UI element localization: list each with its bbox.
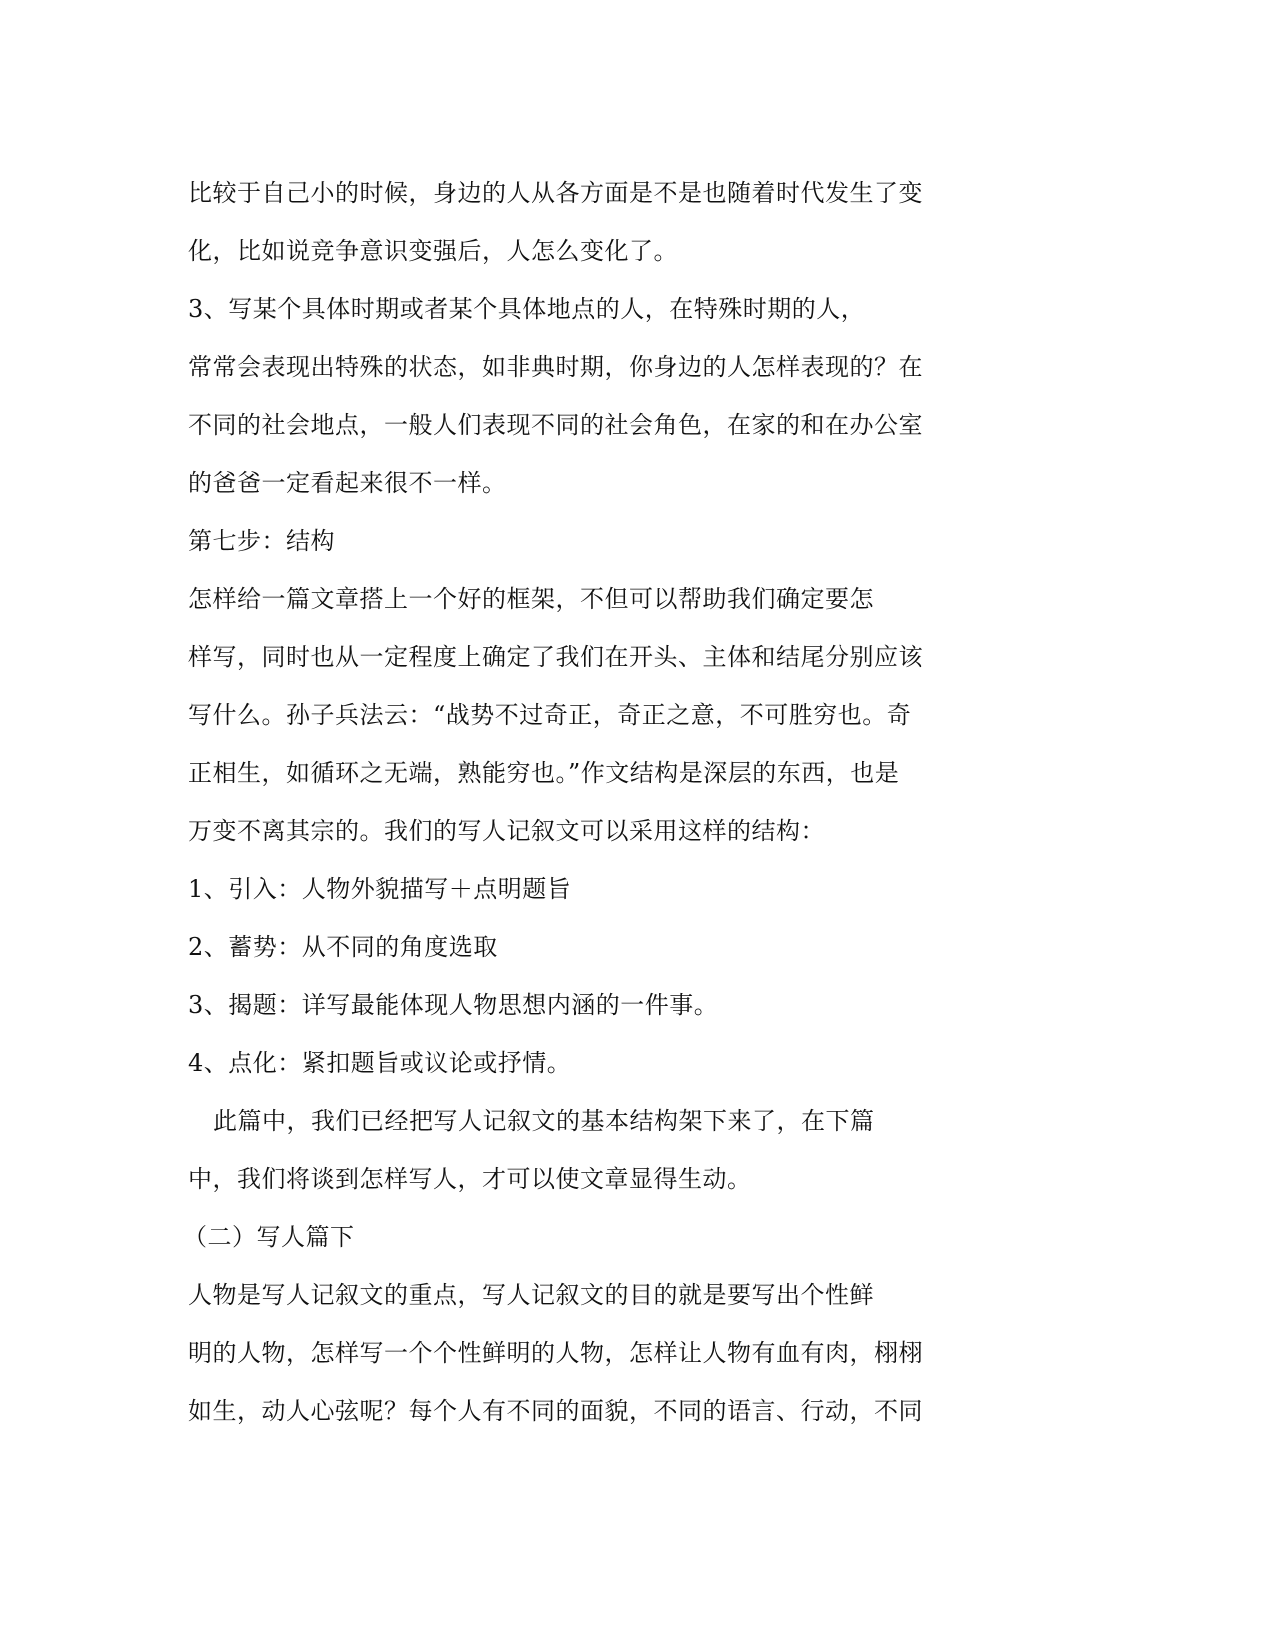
text-line: 常常会表现出特殊的状态，如非典时期，你身边的人怎样表现的？在 <box>188 353 923 381</box>
section-heading: （二）写人篇下 <box>183 1223 355 1251</box>
text-line: 样写，同时也从一定程度上确定了我们在开头、主体和结尾分别应该 <box>188 643 923 671</box>
list-item: 1、引入：人物外貌描写＋点明题旨 <box>188 875 572 903</box>
text-line: 人物是写人记叙文的重点，写人记叙文的目的就是要写出个性鲜 <box>188 1281 874 1309</box>
list-item: 3、揭题：详写最能体现人物思想内涵的一件事。 <box>188 991 719 1019</box>
text-line: 如生，动人心弦呢？每个人有不同的面貌，不同的语言、行动，不同 <box>188 1397 923 1425</box>
list-item: 4、点化：紧扣题旨或议论或抒情。 <box>188 1049 572 1077</box>
text-line: 怎样给一篇文章搭上一个好的框架，不但可以帮助我们确定要怎 <box>188 585 874 613</box>
text-line: 万变不离其宗的。我们的写人记叙文可以采用这样的结构： <box>188 817 825 845</box>
text-line: 化，比如说竞争意识变强后，人怎么变化了。 <box>188 237 678 265</box>
text-line: 此篇中，我们已经把写人记叙文的基本结构架下来了，在下篇 <box>213 1107 875 1135</box>
text-line: 3、写某个具体时期或者某个具体地点的人，在特殊时期的人， <box>188 295 866 323</box>
section-heading: 第七步：结构 <box>188 527 335 555</box>
text-line: 写什么。孙子兵法云：“战势不过奇正，奇正之意，不可胜穷也。奇 <box>188 701 912 729</box>
text-line: 明的人物，怎样写一个个性鲜明的人物，怎样让人物有血有肉，栩栩 <box>188 1339 923 1367</box>
text-line: 中，我们将谈到怎样写人，才可以使文章显得生动。 <box>188 1165 752 1193</box>
text-line: 正相生，如循环之无端，熟能穷也。”作文结构是深层的东西，也是 <box>188 759 900 787</box>
list-item: 2、蓄势：从不同的角度选取 <box>188 933 498 961</box>
text-line: 的爸爸一定看起来很不一样。 <box>188 469 507 497</box>
text-line: 不同的社会地点，一般人们表现不同的社会角色，在家的和在办公室 <box>188 411 923 439</box>
text-line: 比较于自己小的时候，身边的人从各方面是不是也随着时代发生了变 <box>188 179 923 207</box>
